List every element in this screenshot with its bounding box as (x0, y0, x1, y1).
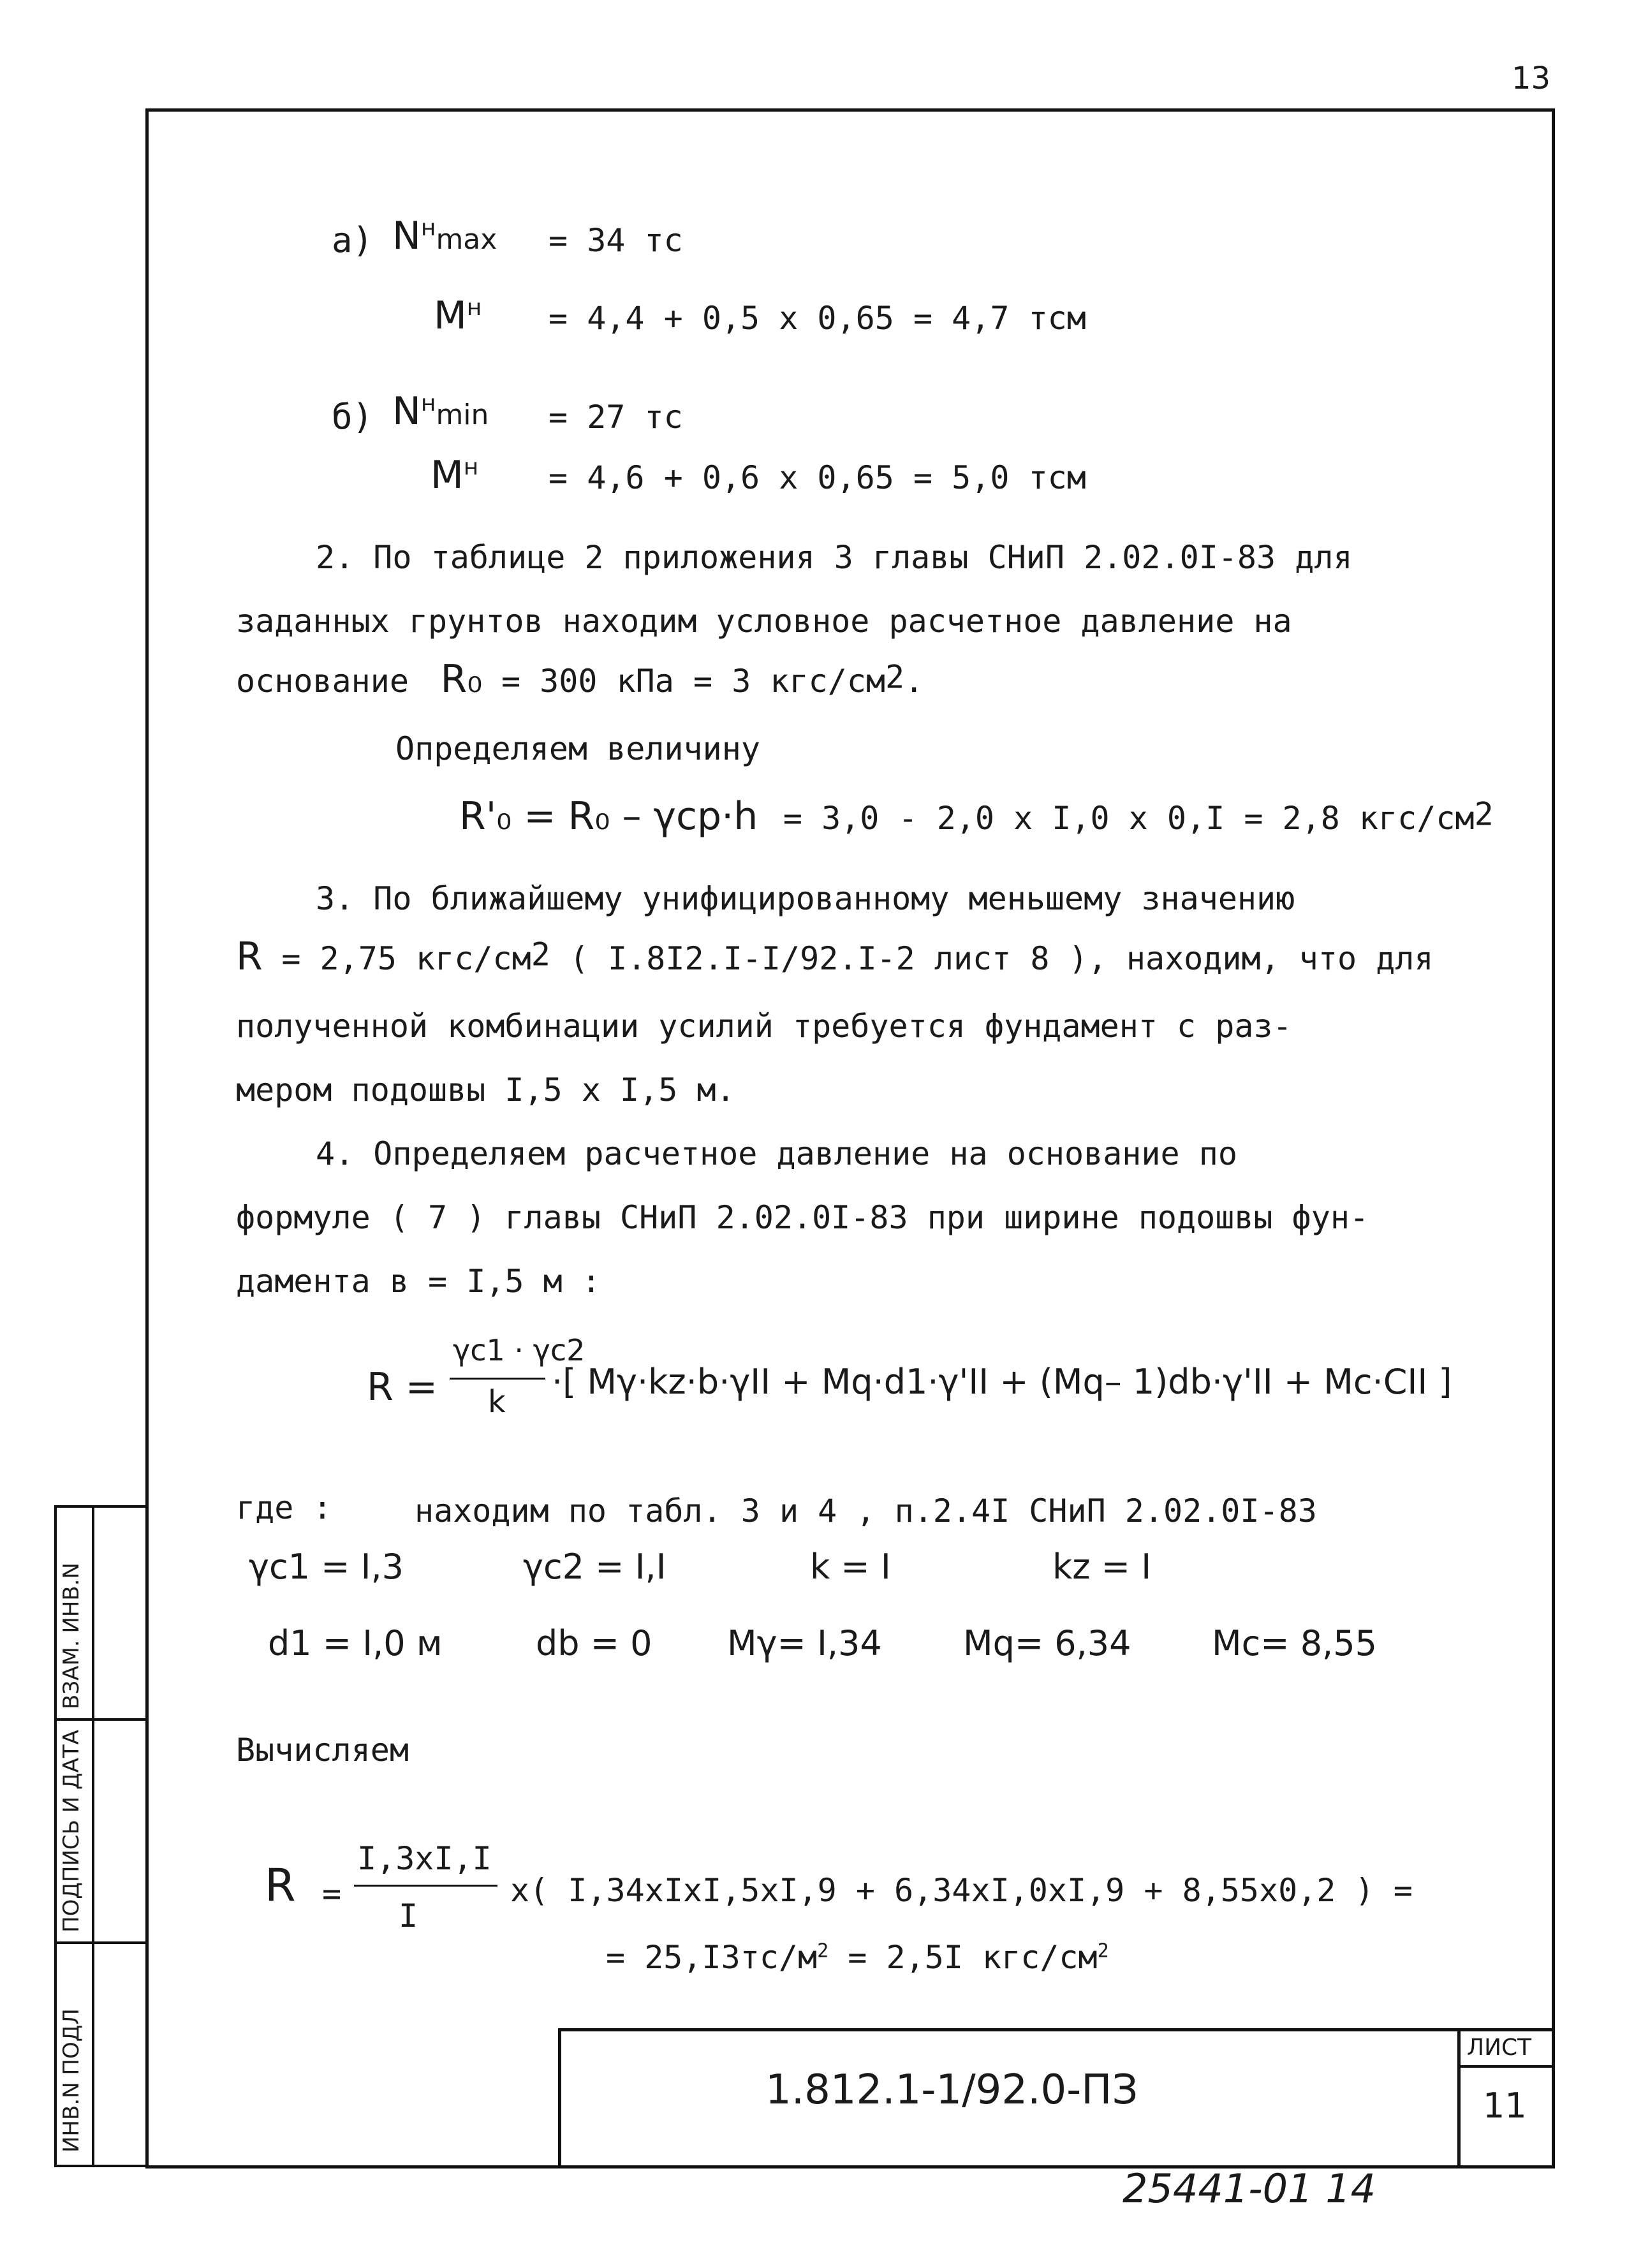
coef-d1: d1 = I,0 м (268, 1623, 443, 1663)
nmax-symbol: $N^н\max$ (392, 214, 497, 258)
coef-mg: Mγ= I,34 (727, 1623, 882, 1663)
formula-fraction-bar (450, 1378, 545, 1380)
r0prime-line: R'₀ = R₀ – γcp·h = 3,0 - 2,0 х I,0 х 0,I = 2,8 кгс/$см^2$ (459, 794, 1494, 839)
formula-lhs: R = (367, 1365, 438, 1410)
where-text: находим по табл. 3 и 4 , п.2.4I СНиП 2.02.0I-83 (415, 1492, 1317, 1529)
r0prime-formula: R'₀ = R₀ – γcp·h (459, 794, 758, 839)
p4-line1: 4. Определяем расчетное давление на основание по (316, 1135, 1237, 1172)
nmax-value: = 34 тс (548, 222, 683, 259)
p3-line1: 3. По ближайшему унифицированному меньшему значению (316, 880, 1295, 917)
calc-num: I,3хI,I (357, 1840, 492, 1877)
formula-num: γc1 · γc2 (453, 1333, 585, 1367)
formula-den: k (488, 1384, 506, 1420)
calc-r: R (265, 1859, 296, 1911)
nmin-symbol: $N^н\min$ (392, 389, 489, 434)
document-code: 1.812.1-1/92.0-ПЗ (765, 2066, 1138, 2114)
p4-line3: дамента в = I,5 м : (236, 1263, 601, 1300)
m-value-b: = 4,6 + 0,6 х 0,65 = 5,0 тсм (548, 459, 1086, 496)
calc-fraction-bar (354, 1885, 497, 1887)
coef-gc2: γc2 = I,I (523, 1547, 666, 1587)
coef-k: k = I (810, 1547, 891, 1587)
page-number: 13 (1512, 61, 1551, 96)
coef-gc1: γc1 = I,3 (249, 1547, 404, 1587)
r0-symbol: R₀ (440, 657, 483, 702)
p3-line3: полученной комбинации усилий требуется фундамент с раз- (236, 1008, 1292, 1045)
p4-line2: формуле ( 7 ) главы СНиП 2.02.0I-83 при ширине подошвы фун- (236, 1199, 1369, 1236)
calc-eq: = (322, 1875, 342, 1912)
m-value-a: = 4,4 + 0,5 х 0,65 = 4,7 тсм (548, 300, 1086, 337)
where-label: где : (236, 1489, 332, 1526)
item-b-label: б) (332, 397, 374, 437)
sidebar-label-mid: ПОДПИСЬ И ДАТА (59, 1730, 84, 1933)
p2-define: Определяем величину (395, 730, 760, 767)
footer-number: 25441-01 14 (1123, 2165, 1376, 2212)
item-a-label: а) (332, 220, 374, 260)
sidebar-label-bot: ИНВ.N ПОДЛ (59, 2008, 84, 2153)
coef-mc: Mc= 8,55 (1212, 1623, 1377, 1663)
nmin-value: = 27 тс (548, 399, 683, 436)
p2-line2: заданных грунтов находим условное расчетное давление на (236, 603, 1292, 640)
p3-line2: R = 2,75 кгс/$см^2$ ( I.8I2.I-I/92.I-2 лист 8 ), находим, что для (236, 934, 1434, 979)
coef-db: db = 0 (536, 1623, 652, 1663)
p3-line4: мером подошвы I,5 х I,5 м. (236, 1071, 735, 1108)
p2-line3: основание R₀ = 300 кПа = 3 кгс/$см^2$. (236, 657, 924, 702)
sheet-label: ЛИСТ (1467, 2035, 1532, 2061)
sidebar-label-top: ВЗАМ. ИНВ.N (59, 1563, 84, 1709)
p2-line1: 2. По таблице 2 приложения 3 главы СНиП 2.02.0I-83 для (316, 539, 1353, 576)
calc-label: Вычисляем (236, 1732, 409, 1769)
sheet-number: 11 (1483, 2086, 1527, 2126)
calc-rhs: х( I,34хIхI,5хI,9 + 6,34хI,0хI,9 + 8,55х0,2 ) = (510, 1872, 1413, 1909)
coef-kz: kz = I (1052, 1547, 1152, 1587)
formula-rhs: ·[ Mγ·kz·b·γII + Mq·d1·γ'II + (Mq– 1)db·γ'II + Mc·CII ] (552, 1362, 1452, 1402)
calc-den: I (399, 1897, 418, 1934)
m-symbol-a: $M^н$ (434, 293, 482, 338)
m-symbol-b: $M^н$ (431, 453, 479, 497)
coef-mq: Mq= 6,34 (963, 1623, 1131, 1663)
calc-result: = $25,I3тс/м^2 = 2,5I$ кгс/$см^2$ (606, 1939, 1109, 1976)
